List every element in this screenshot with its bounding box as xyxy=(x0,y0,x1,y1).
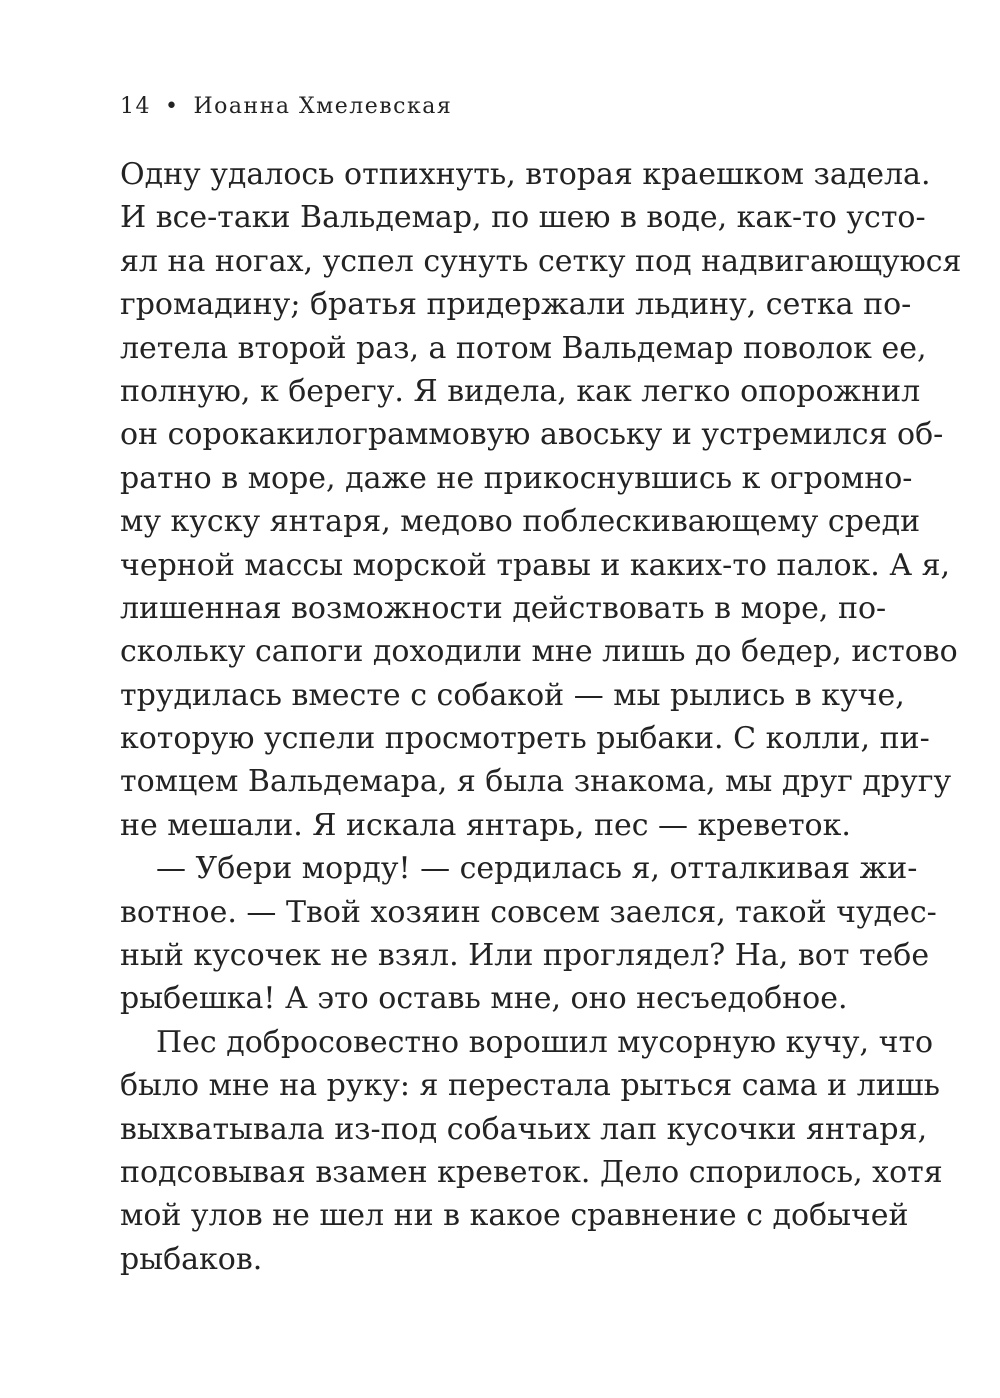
text-line: он сорокакилограммовую авоську и устремился об- xyxy=(120,417,944,453)
text-line: было мне на руку: я перестала рыться сама и лишь xyxy=(120,1068,940,1104)
text-line: томцем Вальдемара, я была знакома, мы друг другу xyxy=(120,764,952,800)
text-line: подсовывая взамен креветок. Дело спорилось, хотя xyxy=(120,1154,943,1190)
paragraph-1 xyxy=(120,153,962,847)
text-line: ратно в море, даже не прикоснувшись к огромно- xyxy=(120,460,913,496)
paragraph-2 xyxy=(120,847,937,1021)
text-line: которую успели просмотреть рыбаки. С колли, пи- xyxy=(120,721,930,757)
text-line: — Убери морду! — сердилась я, отталкивая жи- xyxy=(156,851,918,887)
text-line: черной массы морской травы и каких-то палок. А я, xyxy=(120,547,951,583)
body-text xyxy=(120,153,962,1281)
text-line: выхватывала из-под собачьих лап кусочки янтаря, xyxy=(120,1111,928,1147)
text-line: трудилась вместе с собакой — мы рылись в куче, xyxy=(120,677,905,713)
text-line: скольку сапоги доходили мне лишь до бедер, истово xyxy=(120,634,958,670)
running-head xyxy=(120,92,452,122)
text-line: вотное. — Твой хозяин совсем заелся, такой чудес- xyxy=(120,894,937,930)
page-number: 14 xyxy=(120,94,151,119)
text-line: не мешали. Я искала янтарь, пес — креветок. xyxy=(120,807,851,843)
paragraph-3 xyxy=(120,1021,943,1281)
text-line: му куску янтаря, медово поблескивающему среди xyxy=(120,504,921,540)
text-line: И все-таки Вальдемар, по шею в воде, как-то усто- xyxy=(120,200,926,236)
text-line: ял на ногах, успел сунуть сетку под надвигающуюся xyxy=(120,243,962,279)
text-line: рыбаков. xyxy=(120,1241,263,1277)
text-line: летела второй раз, а потом Вальдемар поволок ее, xyxy=(120,330,927,366)
header-separator: • xyxy=(165,94,180,119)
text-line: рыбешка! А это оставь мне, оно несъедобное. xyxy=(120,981,848,1017)
text-line: полную, к берегу. Я видела, как легко опорожнил xyxy=(120,373,921,409)
text-line: ный кусочек не взял. Или проглядел? На, вот тебе xyxy=(120,938,930,974)
author-name: Иоанна Хмелевская xyxy=(193,94,453,119)
text-line: Пес добросовестно ворошил мусорную кучу, что xyxy=(156,1024,934,1060)
text-line: мой улов не шел ни в какое сравнение с добычей xyxy=(120,1198,909,1234)
text-line: громадину; братья придержали льдину, сетка по- xyxy=(120,287,912,323)
text-line: Одну удалось отпихнуть, вторая краешком задела. xyxy=(120,157,931,192)
text-line: лишенная возможности действовать в море, по- xyxy=(120,590,887,626)
